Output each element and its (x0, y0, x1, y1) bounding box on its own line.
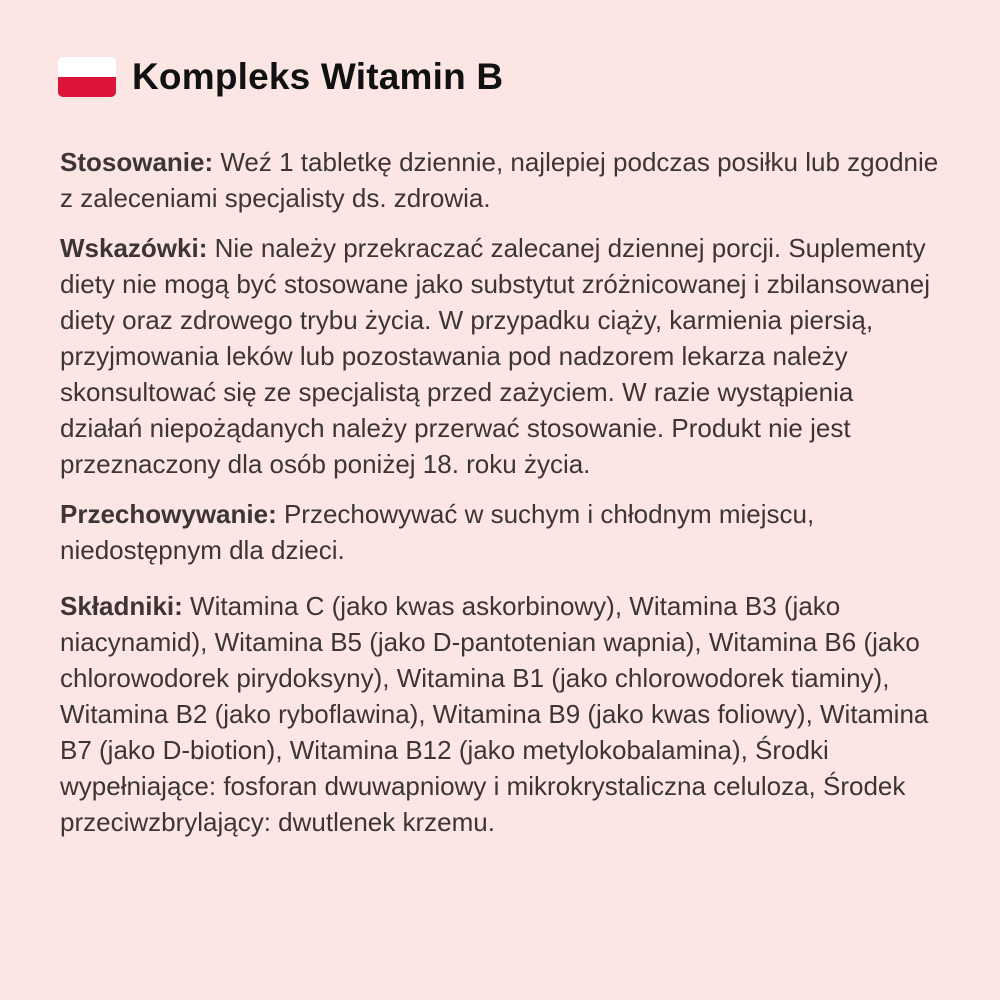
section-label: Składniki: (60, 591, 183, 621)
poland-flag-icon (58, 57, 116, 97)
page-title: Kompleks Witamin B (132, 56, 504, 97)
section-text: Weź 1 tabletkę dziennie, najlepiej podczas posiłku lub zgodnie z zaleceniami specjalisty ds. zdrowia. (60, 147, 939, 213)
section-usage (60, 144, 940, 216)
section-label: Przechowywanie: (60, 499, 277, 529)
header (58, 56, 503, 98)
product-info (60, 144, 940, 854)
section-label: Wskazówki: (60, 233, 208, 263)
section-text: Witamina C (jako kwas askorbinowy), Witamina B3 (jako niacynamid), Witamina B5 (jako D-pantotenian wapnia), Witamina B6 (jako chlorowodorek pirydoksyny), Witamina B1 (jako chlorowodorek tiaminy), Witamina B2 (jako ryboflawina), Witamina B9 (jako kwas foliowy), Witamina B7 (jako D-biotion), Witamina B12 (jako metylokobalamina), Środki wypełniające: fosforan dwuwapniowy i mikrokrystaliczna celuloza, Środek przeciwzbrylający: dwutlenek krzemu. (60, 591, 929, 837)
section-text: Przechowywać w suchym i chłodnym miejscu, niedostępnym dla dzieci. (60, 499, 815, 565)
section-storage (60, 496, 940, 568)
section-ingredients (60, 588, 940, 840)
section-text: Nie należy przekraczać zalecanej dziennej porcji. Suplementy diety nie mogą być stosowane jako substytut zróżnicowanej i zbilansowanej diety oraz zdrowego trybu życia. W przypadku ciąży, karmienia piersią, przyjmowania leków lub pozostawania pod nadzorem lekarza należy skonsultować się ze specjalistą przed zażyciem. W razie wystąpienia działań niepożądanych należy przerwać stosowanie. Produkt nie jest przeznaczony dla osób poniżej 18. roku życia. (60, 233, 931, 479)
flag-white-stripe (58, 57, 116, 77)
section-warnings (60, 230, 940, 482)
section-label: Stosowanie: (60, 147, 214, 177)
flag-red-stripe (58, 77, 116, 97)
